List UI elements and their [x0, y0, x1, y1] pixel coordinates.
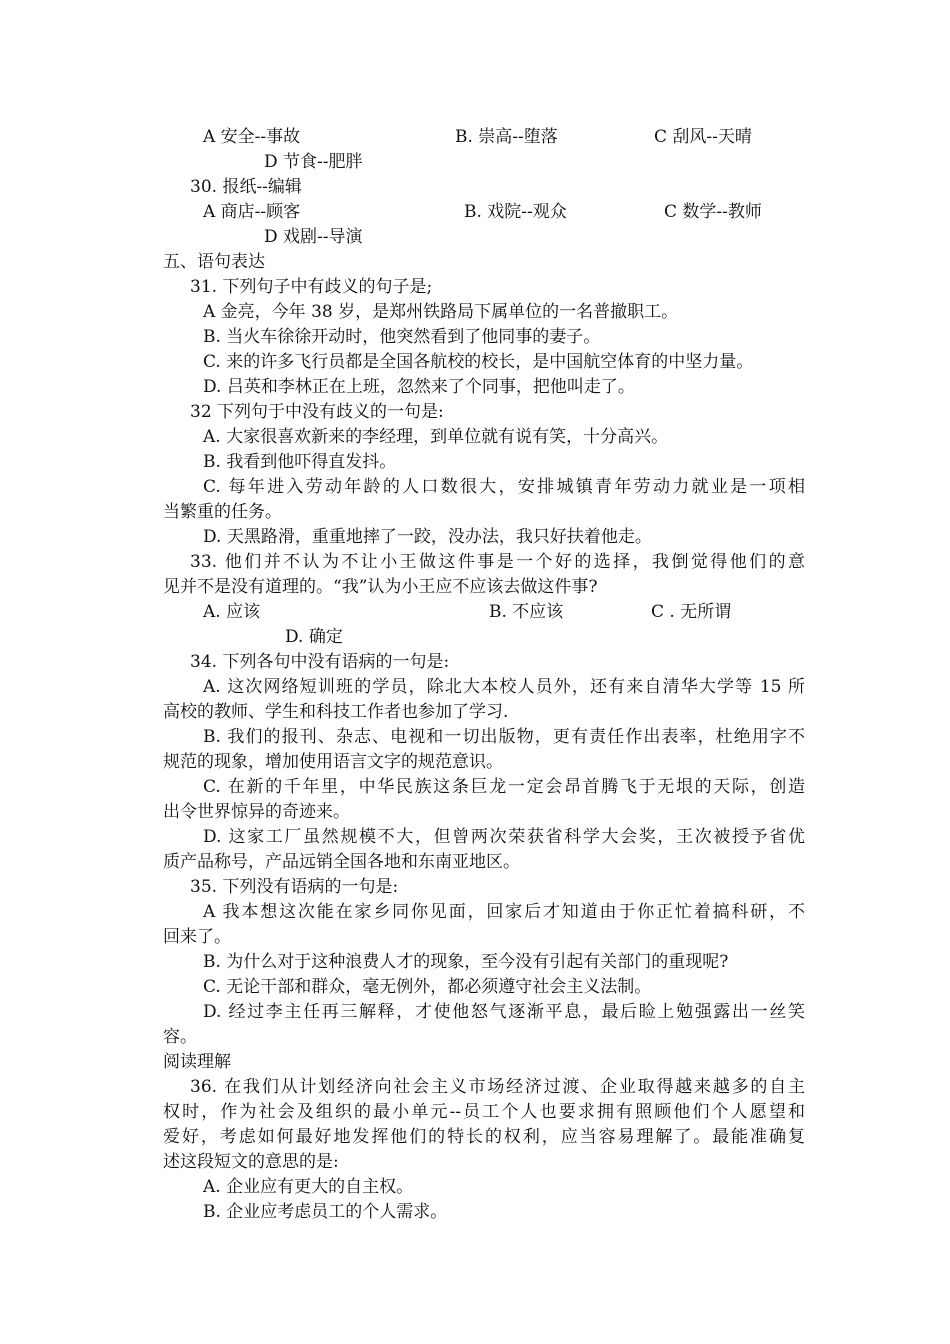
reading-heading: 阅读理解 — [163, 1052, 231, 1072]
q35-option-a-line1: A 我本想这次能在家乡同你见面，回家后才知道由于你正忙着搞科研，不 — [203, 902, 805, 922]
q33-option-c: C . 无所谓 — [651, 602, 732, 622]
q32-option-b: B. 我看到他吓得直发抖。 — [203, 452, 397, 472]
q35-option-a-line2: 回来了。 — [163, 927, 231, 947]
q34-option-c-line2: 出令世界惊异的奇迹来。 — [163, 802, 350, 822]
q31-option-c: C. 来的许多飞行员都是全国各航校的校长，是中国航空体育的中坚力量。 — [203, 352, 754, 372]
q36-stem-line1: 36. 在我们从计划经济向社会主义市场经济过渡、企业取得越来越多的自主 — [190, 1077, 805, 1097]
q32-option-d: D. 天黑路滑，重重地摔了一跤，没办法，我只好扶着他走。 — [203, 527, 652, 547]
q31-option-a: A 金亮，今年 38 岁，是郑州铁路局下属单位的一名普撤职工。 — [203, 302, 679, 322]
q34-option-b-line2: 规范的现象，增加使用语言文字的规范意识。 — [163, 752, 503, 772]
q30-option-d: D 戏剧--导演 — [264, 227, 363, 247]
q34-option-b-line1: B. 我们的报刊、杂志、电视和一切出版物，更有责任作出表率，杜绝用字不 — [203, 727, 805, 747]
q33-option-b: B. 不应该 — [489, 602, 564, 622]
q29-option-a: A 安全--事故 — [203, 127, 301, 147]
q32-option-a: A. 大家很喜欢新来的李经理，到单位就有说有笑，十分高兴。 — [203, 427, 669, 447]
q36-stem-line2: 权时，作为社会及组织的最小单元--员工个人也要求拥有照顾他们个人愿望和 — [163, 1102, 805, 1122]
q30-option-c: C 数学--教师 — [664, 202, 762, 222]
q34-option-d-line2: 质产品称号，产品远销全国各地和东南亚地区。 — [163, 852, 520, 872]
q36-stem-line4: 述这段短文的意思的是: — [163, 1152, 339, 1172]
q31-option-d: D. 吕英和李林正在上班，忽然来了个同事，把他叫走了。 — [203, 377, 635, 397]
q36-option-a: A. 企业应有更大的自主权。 — [203, 1177, 414, 1197]
q32-stem: 32 下列句于中没有歧义的一句是: — [190, 402, 444, 422]
q35-option-c: C. 无论干部和群众，毫无例外，都必须遵守社会主义法制。 — [203, 977, 652, 997]
q34-stem: 34. 下列各句中没有语病的一句是: — [190, 652, 450, 672]
q33-option-d: D. 确定 — [285, 627, 343, 647]
q33-stem-line1: 33. 他们并不认为不让小王做这件事是一个好的选择，我倒觉得他们的意 — [190, 552, 805, 572]
q35-option-d-line2: 容。 — [163, 1027, 197, 1047]
q29-option-d: D 节食--肥胖 — [264, 152, 363, 172]
section-heading: 五、语句表达 — [163, 252, 265, 272]
q30-stem: 30. 报纸--编辑 — [190, 177, 302, 197]
q32-option-c-line2: 当繁重的任务。 — [163, 502, 282, 522]
q36-stem-line3: 爱好，考虑如何最好地发挥他们的特长的权利，应当容易理解了。最能准确复 — [163, 1127, 805, 1147]
q35-option-d-line1: D. 经过李主任再三解释，才使他怒气逐渐平息，最后睑上勉强露出一丝笑 — [203, 1002, 805, 1022]
q33-stem-line2: 见并不是没有道理的。“我”认为小王应不应该去做这件事? — [163, 577, 598, 597]
q29-option-c: C 刮风--天晴 — [654, 127, 752, 147]
q29-option-b: B. 崇高--堕落 — [455, 127, 558, 147]
q36-option-b: B. 企业应考虑员工的个人需求。 — [203, 1202, 448, 1222]
q30-option-b: B. 戏院--观众 — [464, 202, 567, 222]
q33-option-a: A. 应该 — [203, 602, 261, 622]
q31-stem: 31. 下列句子中有歧义的句子是; — [190, 277, 433, 297]
q32-option-c-line1: C. 每年进入劳动年龄的人口数很大，安排城镇青年劳动力就业是一项相 — [203, 477, 805, 497]
q35-option-b: B. 为什么对于这种浪费人才的现象，至今没有引起有关部门的重现呢? — [203, 952, 729, 972]
q34-option-a-line2: 高校的教师、学生和科技工作者也参加了学习. — [163, 702, 509, 722]
q34-option-a-line1: A. 这次网络短训班的学员，除北大本校人员外，还有来自清华大学等 15 所 — [203, 677, 805, 697]
q30-option-a: A 商店--顾客 — [203, 202, 301, 222]
q34-option-c-line1: C. 在新的千年里，中华民族这条巨龙一定会昂首腾飞于无垠的天际，创造 — [203, 777, 805, 797]
q35-stem: 35. 下列没有语病的一句是: — [190, 877, 399, 897]
q34-option-d-line1: D. 这家工厂虽然规模不大，但曾两次荣获省科学大会奖，王次被授予省优 — [203, 827, 805, 847]
q31-option-b: B. 当火车徐徐开动时，他突然看到了他同事的妻子。 — [203, 327, 601, 347]
